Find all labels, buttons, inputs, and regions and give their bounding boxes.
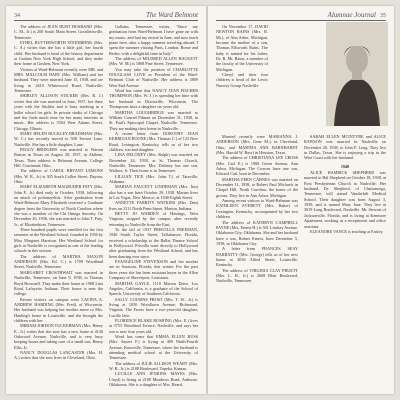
text-column [216,24,268,128]
page-number: 35 [380,13,386,19]
news-paragraph: SARAH ELLEN MCINTYRE and ALICE RAWSON was married in Nashville on December 28, 1938, to John P. Long. They live in Dallas, Texas. She is enjoying a trip to the West Coast with her husband. [304,134,386,161]
news-paragraph: MARTHA GAYLE, 1110 Marion Drive, Los Angeles, California, is a graduate of the School of Speech, University of Southern California. [109,280,198,297]
news-paragraph: ANNETTE FARRITY WATKINS (Mrs. Dan) lives on 2111 North Penn Street, Marion, Indiana. [109,200,198,211]
journal-spread [6,6,394,394]
news-paragraph: Cheryl and their four children is head of the Lewis Nursery Group Nashville. [216,72,268,88]
left-page-columns [14,24,198,388]
news-paragraph: The address of MILDRED ALLEN HACKETT (Mrs. W. M.) is 1808 Pine Street, Tennessee. [109,56,198,67]
news-paragraph: Gallatin, Tennessee, writes, "Since my graduation from Ward-Belmont I have gone on with my music, and had my recital in June, and now teach piano here, after a happy summer traveling abroad. I spent the summer visiting Paris, London, Rome and Berlin, with a delightful time in Italy." [109,24,198,56]
news-paragraph: LILLIAN TICE (Mrs. John T.) of Taraville, Alabama. [109,173,198,184]
news-paragraph: MARY ELIZABETH MAGRUDER FATY (Mrs. John F., Jr.) died early in October, 1938, following an attack of poliomyelitis. After graduation from Ward-Belmont Mary Elizabeth received a Graduate degree from the University of North Carolina where she was a member of the Chi Omega Sorority. On December 26, 1936, she was married to John T. Faty, Jr., of Elizabethton, Tennessee. [14,184,103,227]
news-paragraph: ETHEL BUTTERWORTH STEINBRINK (Mrs. C. A.) writes that she has a little girl, her fourth child. Her husband is head of the history department at Goshen New York High School, and they make their home at Goshen, New York. [14,40,103,67]
news-paragraph: SALLY COUSINS FROST (Mrs. T. W., Jr.) is living at 1050 Woodlawn Avenue, Richmond, Virginia. The Frosts have a two-year-old daughter, Lucille Jane. [109,296,198,318]
news-paragraph: BETTY JO WARDEN of Hastings, West Virginia, stopped by the campus after recently returning to Nashville from the East. [109,211,198,227]
news-paragraph: MARTHA LOUGHRIDGE was married to William Conrad Pilman on December 31, 1938, in St. Paul's Episcopal Chapel, Nashville, Tennessee. They are making their home in Nashville. [109,109,198,131]
news-paragraph: MARGARET CROSTHWAIT was married in Nashville, Tennessee, on June 9, 1938, to Thomas Boyd Brownell. They make their home at 1908 Lina Road, Lafayette, Indiana. Their house is near the college. [14,269,103,297]
text-column [216,134,298,388]
news-paragraph: EVANGELINE STEVENSON and her mother are in Sarasota, Florida, this winter. For the past three years she has been assistant buyer in the Allen Company of Shreveport, Louisiana. [109,259,198,281]
page-number: 34 [14,13,20,19]
news-paragraph: The address of VIRGINIA CLAY PRUETT (Mrs. L. H., Jr.) is 2608 Blair Boulevard, Nashville, Tennessee. [216,267,298,284]
news-paragraph: The address of CAROL BRYANT LEMONS (Mrs. W. R., Jr.) is 305 South Collier Street, Dayton, Ohio. [14,168,103,184]
news-paragraph: MIRIAM JORDON TUCKERMAN (Mrs. Henry E., Jr.) writes that she now has a new home at 4140 Oakwood Avenue, Nashville, and is very busy keeping house and taking care of a small son, Henry Ellis, Jr. [14,323,103,350]
text-column [109,24,198,388]
news-paragraph: Word has come that EMMA ELLEN RUSS (Mrs. Sayers F.) is living at 409 Ninth-Fourth Avenue, Knoxville, Tennessee, where her husband is attending medical school at the University of Tennessee. [109,333,198,361]
news-paragraph: A letter from FRANCES SEAY BARBATTY (Mrs. George) tells us of her new home at 2036 Allied Street, Louisville, Kentucky. [216,246,298,268]
news-paragraph: The address of JEAN HURT HUSBAND (Mrs. C. M., Jr.) is 200 South Main Street, Goodlettsville, Tennessee. [14,24,103,40]
right-page-columns [216,24,386,388]
news-paragraph: LUCILLE ANN JENKINS MAYES (Mrs. Lloyd) is living at 2108 Meadows Road, Ardmore, Oklahoma. She is a daughter of Mrs. Heard. [109,371,198,388]
news-paragraph: MARTHA FERN CARNES was married on December 11, 1938, to Robert Paul Michaels in Chapel Hill, North Carolina, the home of the groom. They live in Ann Arbor, Michigan. [216,176,298,198]
news-paragraph: On November 17, DAVID NEWTON RAINS (Mrs. R. Mr.), of Ann Arbor, Michigan, became the mother of a son, Thomas Ellsworth Rains. The baby is named for his father, Dr. R. Mr. Rains, a member of the faculty of the University of Michigan. [216,24,268,72]
news-paragraph: Visitors at Ward-Belmont recently were MR. and MRS. MALCOLM HART (Mrs. William) and her husband. They were married June 15, 1938, and are living in 2610 Whitewood Road, Nashville, Tennessee. [14,66,103,94]
news-paragraph: Among recent visitors to Ward-Belmont was KATHLEEN EVERETT (Mrs. Baker) of Lexington, Kentucky, accompanied by her two children. [216,198,298,220]
news-paragraph: Word has come that NANCY JEAN FISCHER THOMPSON (Mrs. W. J.) is spending her time with her husband in Dixonville, Wisconsin. The Thompsons have a daughter six years old. [109,88,198,110]
right-page [208,6,394,394]
news-paragraph: ELEANORE VANCE is teaching at Ensley. [310,228,384,234]
news-paragraph: LINA DELONEY (Mrs. Ralph) was married on November 24, 1938, at St. Thomas Church, Nashville, Tennessee. Mrs. Deloney has one son, Wallace, Jr. Their home is in Tennessee. [109,152,198,174]
news-paragraph: FLORENCE BLAKE RUSHING (Mrs. E.) lives at 3753 Woodland Terrace, Nashville, and says her son is now four years old. [109,317,198,334]
news-paragraph: Recent visitors on campus were LAVINA A. ANDREW HARDING (Mrs. Fred), of Wisconsin. Her husband was helping her mother move to Mrs. Harding's home in Louisville, and she brought the children with her. [14,296,103,323]
news-paragraph: Three hundred pupils were enrolled for the first semester at the Westland School, founded in 1936 by Miss Margaret Harrison. Her Westland School for girls in Nashville is recognized as one of the leading schools in this section. [14,227,103,254]
header-rule [14,20,198,21]
news-paragraph: PEGGY BRIDGERS was married to Warren Burton in Texas on August 28, 1937, in Abilene, Texas. Their address is Belmont Avenue, College Hill, Cincinnati, Ohio. [14,146,103,168]
news-paragraph: MARIAN FAUCETT LINDEMAN (Mrs. Jim) also has a son born October 29, 1938. Marian lives in Los Vegas, New Mexico, at 1040 Eighth Street. [109,184,198,200]
news-paragraph: You may take the position of CHARLOTTE DOUGLASS LOVE as President of the Ward-Belmont Club of Nashville. Her address is 3809 West End Avenue. [109,66,198,88]
news-paragraph: SHIRLEY ALLISON STICKER (Mrs. R. J.) writes that she was married in June, 1937, her three years with the Stickler and is busy teaching in a ballet school for girls. In private studio of Chicago and she finds much time for her many interests in music. Her address is 3504 West Adams Street, Chicago, Illinois. [14,93,103,131]
news-paragraph: The address of MARTHA MAXON ANDERSON (Mrs. Ed. C.) is 1709 Woodland Street, Nashville, Tennessee. [14,253,103,270]
running-head: Alumnae Journal [327,11,376,19]
news-paragraph: The address of CHRISTIANA LEE CROSS (Mrs. Carl E.) is 1900 Green Avenue, Ann Arbor, Michigan. The Crosses have one son, Edward Carl, born in December. [216,155,298,177]
left-page [6,6,206,394]
news-paragraph: A recent letter from DOROTHY JEAN KERRIGAN BOONE (Mrs. Thomas C.) of 123 New Road, Lexington, Kentucky, tells us of her two children, son and daughter. [109,130,198,152]
news-paragraph: NANCY DOUGLAS LANCASTER (Mrs. H. A.) writes that she now lives in Cleveland, Ohio. [14,349,103,361]
text-column [14,24,103,388]
text-column [304,134,386,388]
right-page-header [216,11,386,19]
news-paragraph: To the fall of 1937 PRISCILLA FREEMAN, 1940 South Taylor Street, Tallahassee, Florida, received a scholarship to the Ballet Theatre School in Hollywood. Priscilla went directly to Hollywood after graduating from the Westland School, and has been dancing ever since. [109,227,198,259]
running-head: The Ward Belmont [146,11,198,19]
news-paragraph: ALICE HAMRICK SHEPHERD was married to Hal Shepherd on October 18, 1938, at First Presbyterian Church in Nashville. Her husband, Dr. Shepherd, of Chattanooga, Tennessee, will attend Vanderbilt Medical School. Their daughter was born August 3, 1939, and is named Mary Jane. They live at 3019 Long Boulevard, Nashville. Mr. Stewart of Jacksonville, Florida, and is living at Kenmore Apartment, working as a receptionist and office assistant. [304,170,386,229]
news-paragraph: The address of KATHRYN CAMPBELL PAYNE (Mrs. Ernest H.) is 501 Lindsay Avenue, Oklahoma City, Oklahoma. She and her husband have a son, Robert Ernest, born December 5, 1938, in Oklahoma City. [216,219,298,246]
class-year-heading: 1940 [340,163,350,169]
news-paragraph: The address of JULIE ALLISON WEARY (Mrs. W. R., Jr.) is 2108 Boulevard, Topeka, Kansas. [109,360,198,371]
left-page-header [14,11,198,19]
header-rule [216,20,386,21]
news-paragraph: Married recently were MARIANNA J. ANDERSON (Mrs. Gene M.), in Cleveland, Ohio, and MARTHA ANN BARNHARDT (Mrs. Harold W. Bass) in Houston, Texas. [216,134,298,156]
news-paragraph: MARY HELEN BUCKLEY BRADSHAW (Mrs. W. C.) has recently moved to 508 Terrace Lane, Nashville. She has a little daughter, Lane. [14,130,103,147]
